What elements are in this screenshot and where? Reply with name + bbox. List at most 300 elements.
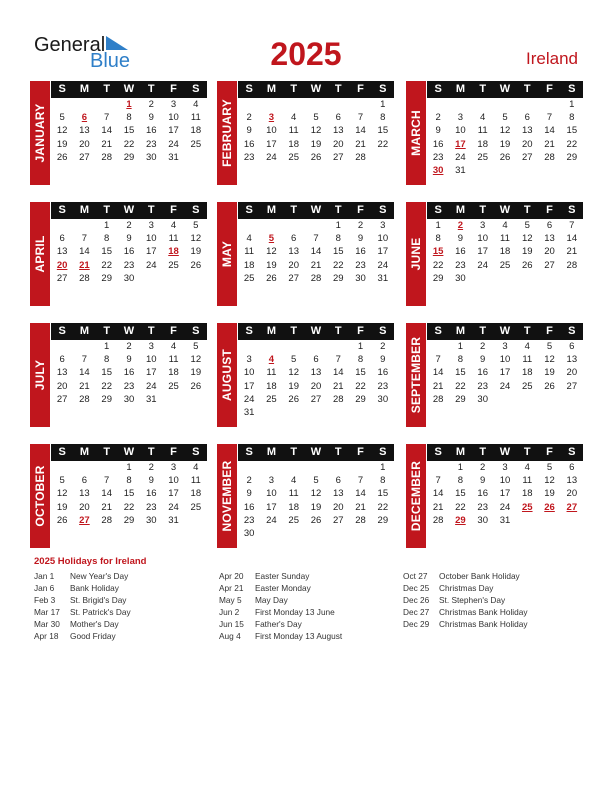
day-cell: 9 xyxy=(480,475,486,487)
day-cell: 1 xyxy=(380,99,386,110)
day-cell: 17 xyxy=(168,125,179,137)
week-row xyxy=(427,366,583,379)
month-december xyxy=(406,444,583,554)
day-cell: 19 xyxy=(266,259,277,271)
week-row xyxy=(238,380,394,393)
day-cell: 26 xyxy=(190,380,202,392)
holiday-day-cell: 17 xyxy=(455,138,466,150)
day-cell: 17 xyxy=(477,246,488,258)
day-cell: 18 xyxy=(168,367,179,379)
day-cell: 4 xyxy=(170,341,177,352)
holiday-item xyxy=(219,582,342,594)
week-row xyxy=(51,272,207,285)
empty-cell xyxy=(494,164,516,177)
day-cell: 3 xyxy=(502,341,508,352)
month-label: MARCH xyxy=(406,81,426,185)
day-cell: 23 xyxy=(145,501,157,513)
day-cell: 14 xyxy=(332,367,344,379)
weekday-header xyxy=(427,81,583,98)
holiday-item xyxy=(34,594,131,606)
day-cell: 29 xyxy=(123,514,135,526)
week-row xyxy=(238,487,394,500)
day-cell: 27 xyxy=(310,393,322,405)
day-cell: 8 xyxy=(380,112,386,124)
day-cell: 25 xyxy=(243,272,255,284)
day-cell: 14 xyxy=(310,246,322,258)
day-cell: 17 xyxy=(243,380,255,392)
holiday-date: Apr 18 xyxy=(34,631,59,642)
weekday-label: W xyxy=(123,204,135,216)
holiday-date: Jan 6 xyxy=(34,583,55,594)
day-cell: 9 xyxy=(148,112,154,124)
day-cell: 22 xyxy=(377,501,389,513)
day-cell: 10 xyxy=(266,488,277,500)
day-cell: 6 xyxy=(81,475,88,487)
day-cell: 24 xyxy=(377,259,389,271)
day-cell: 9 xyxy=(380,354,386,366)
weekday-label: W xyxy=(123,325,135,337)
day-cell: 28 xyxy=(355,514,366,526)
day-cell: 13 xyxy=(79,488,90,500)
day-cell: 4 xyxy=(524,341,530,352)
day-cell: 13 xyxy=(544,233,555,245)
week-row xyxy=(427,501,583,514)
holiday-date: Mar 17 xyxy=(34,607,60,618)
country-name: Ireland xyxy=(526,49,578,68)
day-cell: 4 xyxy=(246,233,252,245)
day-cell: 10 xyxy=(499,475,511,487)
holiday-date: Apr 20 xyxy=(219,571,244,581)
day-cell: 14 xyxy=(432,367,444,379)
day-cell: 23 xyxy=(243,151,255,163)
logo-general-text: General xyxy=(34,34,106,56)
day-cell: 1 xyxy=(380,462,386,473)
day-cell: 30 xyxy=(123,393,135,405)
day-cell: 12 xyxy=(190,354,202,366)
day-cell: 15 xyxy=(101,246,112,258)
day-cell: 31 xyxy=(168,514,179,526)
day-cell: 8 xyxy=(380,475,386,487)
day-cell: 22 xyxy=(101,259,112,271)
weekday-label: S xyxy=(434,325,442,337)
day-cell: 27 xyxy=(288,272,299,284)
day-cell: 3 xyxy=(502,462,508,473)
day-cell: 14 xyxy=(355,125,366,137)
day-cell: 30 xyxy=(477,514,488,526)
empty-cell xyxy=(96,461,118,474)
day-cell: 2 xyxy=(480,341,486,352)
day-cell: 11 xyxy=(522,475,533,487)
day-cell: 11 xyxy=(190,112,201,124)
week-row xyxy=(238,111,394,124)
day-cell: 8 xyxy=(126,112,132,124)
empty-cell xyxy=(185,514,207,527)
day-cell: 21 xyxy=(355,501,366,513)
day-cell: 31 xyxy=(377,272,389,284)
day-cell: 22 xyxy=(455,380,466,392)
day-cell: 29 xyxy=(377,514,389,526)
day-cell: 4 xyxy=(524,462,530,473)
weekday-label: W xyxy=(123,446,135,458)
week-row xyxy=(51,501,207,514)
day-cell: 9 xyxy=(435,125,441,137)
week-row xyxy=(51,111,207,124)
empty-cell xyxy=(185,151,207,164)
weekday-label: S xyxy=(192,325,200,337)
day-cell: 20 xyxy=(566,367,578,379)
day-cell: 1 xyxy=(357,341,364,352)
day-cell: 16 xyxy=(243,501,255,513)
empty-cell xyxy=(372,406,394,419)
week-row xyxy=(427,138,583,151)
day-cell: 9 xyxy=(480,354,486,366)
week-row xyxy=(427,353,583,366)
empty-cell xyxy=(238,219,260,232)
day-cell: 18 xyxy=(477,138,488,150)
day-cell: 24 xyxy=(168,138,179,150)
empty-cell xyxy=(305,98,327,111)
weekday-label: F xyxy=(357,446,364,458)
holiday-date: Dec 25 xyxy=(403,583,430,594)
weekday-label: T xyxy=(103,446,111,458)
holiday-name: Bank Holiday xyxy=(70,583,119,594)
empty-cell xyxy=(238,461,260,474)
day-cell: 7 xyxy=(313,233,319,245)
holiday-name: Good Friday xyxy=(70,631,116,642)
day-cell: 25 xyxy=(499,259,511,271)
week-row xyxy=(51,353,207,366)
day-cell: 28 xyxy=(355,151,366,163)
week-row xyxy=(238,527,394,540)
weekday-label: S xyxy=(379,446,387,458)
day-cell: 14 xyxy=(101,488,112,500)
day-cell: 25 xyxy=(521,380,533,392)
week-row xyxy=(51,487,207,500)
holiday-day-cell: 6 xyxy=(81,112,88,124)
day-cell: 13 xyxy=(79,125,90,137)
day-cell: 23 xyxy=(432,151,444,163)
day-cell: 12 xyxy=(521,233,533,245)
holiday-day-cell: 27 xyxy=(79,514,90,526)
weekday-label: T xyxy=(479,325,487,337)
weekday-label: T xyxy=(290,204,298,216)
day-cell: 20 xyxy=(544,246,555,258)
day-cell: 22 xyxy=(355,380,366,392)
day-cell: 17 xyxy=(145,367,157,379)
day-cell: 21 xyxy=(79,380,90,392)
holiday-item xyxy=(34,570,131,582)
empty-cell xyxy=(238,98,260,111)
week-row xyxy=(238,98,394,111)
holiday-name: Easter Sunday xyxy=(255,571,310,581)
day-cell: 18 xyxy=(243,259,255,271)
empty-cell xyxy=(327,527,349,540)
week-row xyxy=(427,487,583,500)
day-cell: 8 xyxy=(357,354,364,366)
holidays-title: 2025 Holidays for Ireland xyxy=(34,556,147,567)
day-cell: 29 xyxy=(101,272,112,284)
holiday-item xyxy=(34,606,131,618)
day-cell: 25 xyxy=(190,138,202,150)
day-cell: 7 xyxy=(357,112,364,124)
month-october xyxy=(30,444,207,554)
day-cell: 13 xyxy=(566,354,578,366)
day-cell: 25 xyxy=(288,514,299,526)
empty-cell xyxy=(516,98,538,111)
day-cell: 5 xyxy=(193,341,199,352)
day-cell: 17 xyxy=(499,488,511,500)
day-cell: 24 xyxy=(243,393,255,405)
week-row xyxy=(427,393,583,406)
empty-cell xyxy=(305,340,327,353)
holiday-day-cell: 4 xyxy=(268,354,275,366)
weekday-label: W xyxy=(310,204,322,216)
day-cell: 10 xyxy=(168,112,179,124)
holiday-day-cell: 29 xyxy=(455,514,466,526)
weekday-label: T xyxy=(523,204,531,216)
day-cell: 15 xyxy=(566,125,578,137)
holiday-day-cell: 18 xyxy=(168,246,179,258)
weekday-label: F xyxy=(357,204,364,216)
day-cell: 23 xyxy=(477,380,488,392)
holiday-column xyxy=(34,570,131,643)
day-cell: 20 xyxy=(79,138,90,150)
weekday-label: F xyxy=(546,83,553,95)
day-cell: 18 xyxy=(288,501,299,513)
holiday-item xyxy=(219,570,342,582)
weekday-label: M xyxy=(455,446,465,458)
empty-cell xyxy=(494,98,516,111)
day-cell: 12 xyxy=(499,125,511,137)
weekday-label: W xyxy=(499,83,511,95)
day-cell: 26 xyxy=(544,380,555,392)
day-cell: 25 xyxy=(168,380,179,392)
empty-cell xyxy=(516,272,538,285)
weekday-label: T xyxy=(334,83,342,95)
day-cell: 3 xyxy=(268,475,275,487)
day-cell: 23 xyxy=(477,501,488,513)
holiday-date: Jun 15 xyxy=(219,619,244,630)
day-cell: 12 xyxy=(310,125,322,137)
day-cell: 30 xyxy=(355,272,366,284)
day-cell: 4 xyxy=(291,112,297,124)
day-cell: 21 xyxy=(332,380,344,392)
holiday-date: Aug 4 xyxy=(219,631,241,642)
weekday-header xyxy=(427,323,583,340)
empty-cell xyxy=(73,98,95,111)
week-row xyxy=(238,340,394,353)
day-cell: 16 xyxy=(477,367,488,379)
day-cell: 2 xyxy=(246,475,252,487)
day-cell: 3 xyxy=(246,354,252,366)
weekday-label: T xyxy=(103,83,111,95)
holiday-date: May 5 xyxy=(219,595,242,606)
empty-cell xyxy=(305,527,327,540)
day-cell: 24 xyxy=(168,501,179,513)
day-cell: 14 xyxy=(355,488,366,500)
day-cell: 20 xyxy=(332,501,344,513)
day-cell: 2 xyxy=(126,341,132,352)
week-row xyxy=(238,245,394,258)
day-cell: 5 xyxy=(59,112,65,124)
holiday-item xyxy=(403,570,528,582)
day-cell: 14 xyxy=(79,367,90,379)
day-cell: 30 xyxy=(377,393,389,405)
empty-cell xyxy=(327,340,349,353)
day-cell: 1 xyxy=(126,462,132,473)
day-cell: 8 xyxy=(104,354,110,366)
weekday-label: T xyxy=(147,325,155,337)
day-cell: 11 xyxy=(266,367,277,379)
day-cell: 29 xyxy=(332,272,344,284)
empty-cell xyxy=(538,514,560,527)
day-cell: 29 xyxy=(566,151,578,163)
day-cell: 12 xyxy=(544,475,555,487)
day-cell: 15 xyxy=(123,488,135,500)
week-row xyxy=(51,219,207,232)
holiday-item xyxy=(34,618,131,630)
holiday-name: First Monday 13 August xyxy=(255,631,343,642)
day-cell: 6 xyxy=(335,112,341,124)
month-label: AUGUST xyxy=(217,323,237,427)
day-cell: 8 xyxy=(569,112,575,124)
day-cell: 1 xyxy=(435,220,441,231)
empty-cell xyxy=(349,98,371,111)
day-cell: 22 xyxy=(377,138,389,150)
week-row xyxy=(427,245,583,258)
day-cell: 12 xyxy=(288,367,299,379)
day-cell: 21 xyxy=(101,138,112,150)
month-june xyxy=(406,202,583,312)
empty-cell xyxy=(73,219,95,232)
weekday-label: S xyxy=(192,83,200,95)
day-cell: 4 xyxy=(193,99,199,110)
day-cell: 22 xyxy=(332,259,344,271)
day-cell: 29 xyxy=(432,272,444,284)
day-cell: 5 xyxy=(291,354,297,366)
weekday-label: M xyxy=(455,83,465,95)
day-cell: 21 xyxy=(432,380,444,392)
day-cell: 9 xyxy=(246,125,252,137)
week-row xyxy=(427,380,583,393)
week-row xyxy=(51,138,207,151)
empty-cell xyxy=(283,461,305,474)
day-cell: 26 xyxy=(288,393,299,405)
day-cell: 15 xyxy=(455,488,466,500)
weekday-label: S xyxy=(379,204,387,216)
empty-cell xyxy=(427,98,449,111)
day-cell: 26 xyxy=(190,259,202,271)
week-row xyxy=(51,461,207,474)
empty-cell xyxy=(327,98,349,111)
day-cell: 20 xyxy=(56,380,68,392)
day-cell: 4 xyxy=(480,112,486,124)
weekday-label: F xyxy=(170,446,177,458)
day-cell: 7 xyxy=(81,233,88,245)
weekday-label: S xyxy=(568,446,576,458)
day-cell: 6 xyxy=(569,341,575,352)
weekday-label: W xyxy=(499,325,511,337)
week-row xyxy=(51,514,207,527)
empty-cell xyxy=(185,393,207,406)
holiday-date: Oct 27 xyxy=(403,571,428,581)
day-cell: 6 xyxy=(313,354,319,366)
day-cell: 13 xyxy=(566,475,578,487)
day-cell: 29 xyxy=(355,393,366,405)
month-label: FEBRUARY xyxy=(217,81,237,185)
empty-cell xyxy=(349,527,371,540)
day-cell: 24 xyxy=(266,514,277,526)
day-cell: 24 xyxy=(455,151,466,163)
holiday-column xyxy=(403,570,528,630)
weekday-label: T xyxy=(523,83,531,95)
day-cell: 15 xyxy=(377,488,389,500)
holiday-date: Dec 27 xyxy=(403,607,430,618)
empty-cell xyxy=(51,219,73,232)
month-label: DECEMBER xyxy=(406,444,426,548)
day-cell: 10 xyxy=(145,354,157,366)
week-row xyxy=(427,259,583,272)
day-cell: 27 xyxy=(56,272,68,284)
day-cell: 3 xyxy=(170,462,177,473)
day-cell: 30 xyxy=(455,272,466,284)
day-cell: 11 xyxy=(288,488,299,500)
month-july xyxy=(30,323,207,433)
day-cell: 24 xyxy=(499,380,511,392)
day-cell: 16 xyxy=(432,138,444,150)
day-cell: 24 xyxy=(145,259,157,271)
day-cell: 3 xyxy=(170,99,177,110)
day-cell: 26 xyxy=(521,259,533,271)
day-cell: 13 xyxy=(288,246,299,258)
day-cell: 2 xyxy=(380,341,386,352)
week-row xyxy=(238,461,394,474)
empty-cell xyxy=(73,461,95,474)
month-april xyxy=(30,202,207,312)
day-cell: 19 xyxy=(544,367,555,379)
holiday-name: Christmas Bank Holiday xyxy=(439,619,528,630)
day-cell: 7 xyxy=(357,475,364,487)
day-cell: 5 xyxy=(59,475,65,487)
holiday-date: Feb 3 xyxy=(34,595,56,606)
empty-cell xyxy=(162,272,184,285)
day-cell: 27 xyxy=(566,380,578,392)
day-cell: 11 xyxy=(244,246,255,258)
day-cell: 6 xyxy=(335,475,341,487)
holiday-name: Mother's Day xyxy=(70,619,119,630)
day-cell: 5 xyxy=(193,220,199,231)
day-cell: 22 xyxy=(123,501,135,513)
day-cell: 4 xyxy=(502,220,508,231)
day-cell: 25 xyxy=(477,151,488,163)
month-label: JUNE xyxy=(406,202,426,306)
weekday-label: S xyxy=(379,325,387,337)
empty-cell xyxy=(516,393,538,406)
empty-cell xyxy=(349,461,371,474)
day-cell: 31 xyxy=(455,164,466,176)
holiday-date: Dec 26 xyxy=(403,595,430,606)
day-cell: 19 xyxy=(190,246,202,258)
day-cell: 28 xyxy=(432,393,444,405)
weekday-header xyxy=(427,202,583,219)
day-cell: 28 xyxy=(332,393,344,405)
day-cell: 13 xyxy=(56,367,68,379)
day-cell: 14 xyxy=(79,246,90,258)
empty-cell xyxy=(51,461,73,474)
holiday-day-cell: 15 xyxy=(432,246,444,258)
weekday-label: S xyxy=(58,83,66,95)
day-cell: 3 xyxy=(380,220,386,231)
